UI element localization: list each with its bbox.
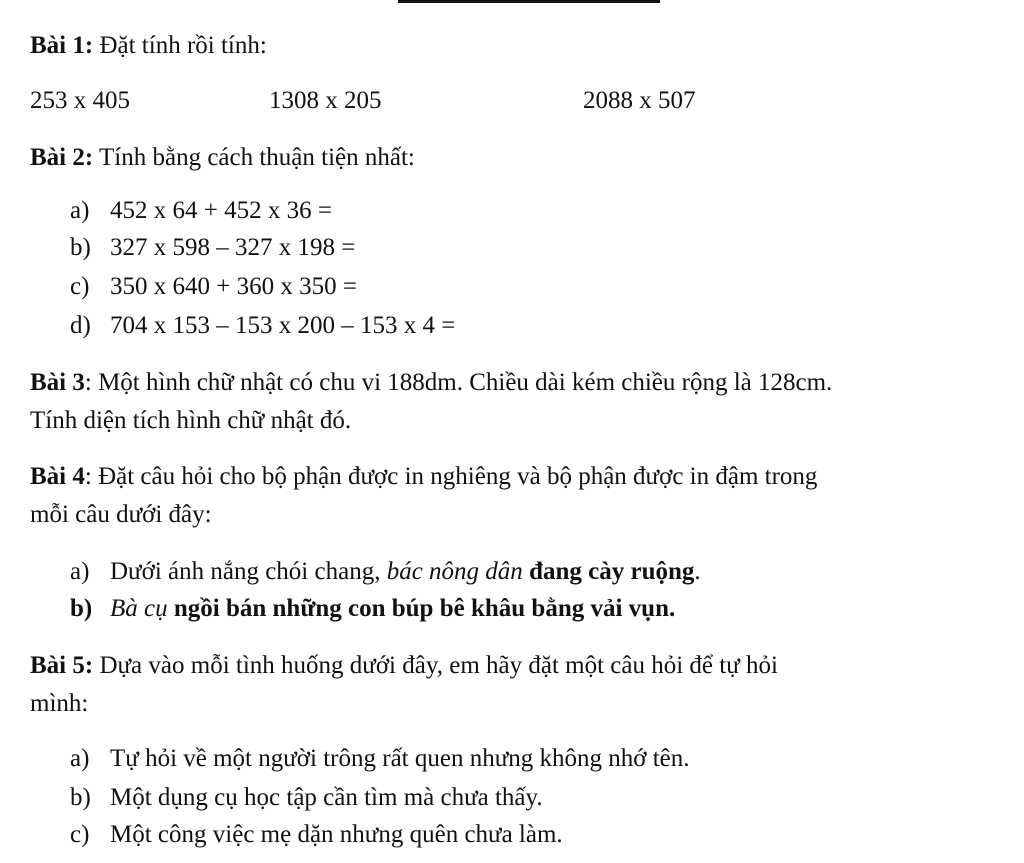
item-text: Một công việc mẹ dặn nhưng quên chưa làm. bbox=[110, 821, 563, 848]
item-label: b) bbox=[70, 784, 91, 811]
bai1-label: Bài 1: bbox=[30, 32, 94, 59]
top-rule bbox=[398, 0, 660, 3]
bai5-text: Dựa vào mỗi tình huống dưới đây, em hãy đặt một câu hỏi để tự hỏi bbox=[93, 652, 778, 679]
bai3-line-2: Tính diện tích hình chữ nhật đó. bbox=[30, 407, 352, 434]
bai5-label: Bài 5: bbox=[30, 652, 94, 679]
item-label: c) bbox=[70, 821, 90, 848]
item-label: d) bbox=[70, 312, 91, 339]
item-plain: Dưới ánh nắng chói chang, bbox=[110, 558, 387, 585]
bai4-line-2: mỗi câu dưới đây: bbox=[30, 501, 212, 528]
item-text: 452 x 64 + 452 x 36 = bbox=[110, 197, 332, 224]
bai3-line-1 bbox=[30, 368, 832, 398]
bai3-label: Bài 3 bbox=[30, 369, 85, 396]
item-italic: Bà cụ bbox=[110, 595, 168, 622]
bai5-item-c bbox=[70, 820, 563, 850]
bai2-label: Bài 2: bbox=[30, 144, 94, 171]
item-label: a) bbox=[70, 745, 90, 772]
item-text: Tự hỏi về một người trông rất quen nhưng không nhớ tên. bbox=[110, 745, 690, 772]
bai4-text: : Đặt câu hỏi cho bộ phận được in nghiêng và bộ phận được in đậm trong bbox=[84, 463, 818, 490]
item-bold: ngồi bán những con búp bê khâu bằng vải vụn. bbox=[167, 595, 676, 622]
bai4-line-1 bbox=[30, 462, 817, 492]
bai1-calc-2: 1308 x 205 bbox=[269, 87, 382, 114]
bai1-heading bbox=[30, 31, 267, 61]
bai2-item-c bbox=[70, 272, 357, 302]
item-label: b) bbox=[70, 595, 93, 622]
bai3-text: : Một hình chữ nhật có chu vi 188dm. Chiều dài kém chiều rộng là 128cm. bbox=[84, 369, 833, 396]
item-bold: đang cày ruộng bbox=[529, 558, 695, 585]
bai1-calc-3: 2088 x 507 bbox=[583, 87, 696, 114]
bai4-label: Bài 4 bbox=[30, 463, 85, 490]
item-label: a) bbox=[70, 197, 90, 224]
item-text: Một dụng cụ học tập cần tìm mà chưa thấy. bbox=[110, 784, 543, 811]
bai4-item-a bbox=[70, 557, 701, 587]
item-label: a) bbox=[70, 558, 90, 585]
item-label: b) bbox=[70, 234, 91, 261]
item-label: c) bbox=[70, 273, 90, 300]
bai5-item-a bbox=[70, 744, 690, 774]
item-italic: bác nông dân bbox=[386, 558, 523, 585]
bai1-text: Đặt tính rồi tính: bbox=[93, 32, 267, 59]
item-text: 327 x 598 – 327 x 198 = bbox=[110, 234, 356, 261]
item-text: 350 x 640 + 360 x 350 = bbox=[110, 273, 357, 300]
bai4-item-b bbox=[70, 594, 675, 624]
bai2-item-b bbox=[70, 233, 355, 263]
bai2-text: Tính bằng cách thuận tiện nhất: bbox=[93, 144, 415, 171]
item-text: 704 x 153 – 153 x 200 – 153 x 4 = bbox=[110, 312, 456, 339]
bai5-line-2: mình: bbox=[30, 690, 89, 717]
bai2-item-d bbox=[70, 311, 455, 341]
bai5-line-1 bbox=[30, 651, 778, 681]
item-end: . bbox=[694, 558, 701, 585]
bai5-item-b bbox=[70, 783, 543, 813]
bai1-calc-1: 253 x 405 bbox=[30, 87, 130, 114]
bai2-heading bbox=[30, 143, 415, 173]
bai2-item-a bbox=[70, 196, 332, 226]
